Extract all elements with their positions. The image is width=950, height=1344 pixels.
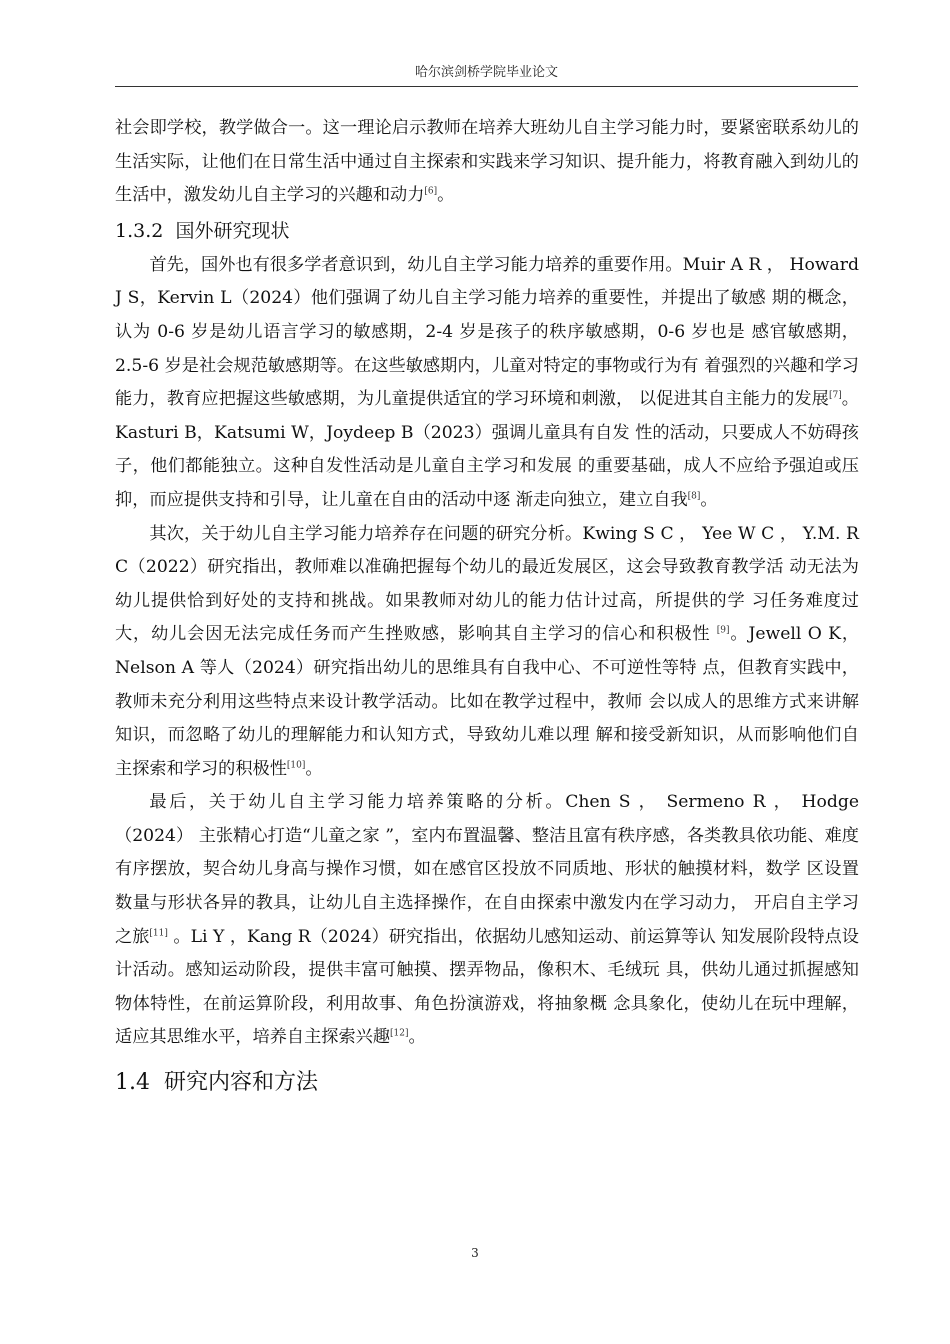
section-number: 1.3.2: [115, 219, 164, 242]
citation-9: [9]: [716, 625, 730, 636]
paragraph-text: 。Jewell O K，Nelson A 等人（2024）研究指出幼儿的思维具有自我中心、不可逆性等特 点，但教育实践中，教师未充分利用这些特点来设计教学活动。比如在教学过程中，教师 会以成人的思维方式来讲解知识，而忽略了幼儿的理解能力和认知方式，导致幼儿难以理 解和接受新知识，从而影响他们自主探索和学习的积极性: [115, 624, 860, 779]
paragraph-tail: 。: [700, 489, 718, 510]
section-heading-1-3-2: [115, 213, 859, 249]
paragraph-text: 其次，关于幼儿自主学习能力培养存在问题的研究分析。Kwing S C ， Yee W C ， Y.M. R C（2022）研究指出，教师难以准确把握每个幼儿的最近发展区，这会导致教育教学活 动无法为幼儿提供恰到好处的支持和挑战。如果教师对幼儿的能力估计过高，所提供的学 习任务难度过大，幼儿会因无法完成任务而产生挫败感，影响其自主学习的信心和积极性: [115, 523, 859, 645]
paragraph-text: 社会即学校，教学做合一。这一理论启示教师在培养大班幼儿自主学习能力时，要紧密联系幼儿的生活实际，让他们在日常生活中通过自主探索和实践来学习知识、提升能力，将教育融入到幼儿的生活中，激发幼儿自主学习的兴趣和动力: [115, 118, 859, 206]
citation-7: [7]: [828, 390, 842, 401]
paragraph-tail: 。: [305, 758, 323, 779]
paragraph-first: [115, 249, 859, 518]
header-title: 哈尔滨剑桥学院毕业论文: [414, 65, 558, 80]
page-number: 3: [471, 1246, 479, 1260]
paragraph-intro-continued: [115, 112, 859, 213]
section-heading-1-4: [115, 1063, 859, 1103]
page-header: [115, 62, 858, 87]
paragraph-text: 首先，国外也有很多学者意识到，幼儿自主学习能力培养的重要作用。Muir A R ， Howard J S，Kervin L（2024）他们强调了幼儿自主学习能力培养的重要性，并提出了敏感 期的概念，认为 0-6 岁是幼儿语言学习的敏感期，2-4 岁是孩子的秩序敏感期，0-6 岁也是 感官敏感期，2.5-6 岁是社会规范敏感期等。在这些敏感期内，儿童对特定的事物或行为有 着强烈的兴趣和学习能力，教育应把握这些敏感期，为儿童提供适宜的学习环境和刺激， 以促进其自主能力的发展: [115, 254, 859, 410]
section-title: 研究内容和方法: [164, 1070, 319, 1096]
document-body: [115, 112, 859, 1103]
paragraph-text: 。Li Y ，Kang R（2024）研究指出，依据幼儿感知运动、前运算等认 知发展阶段特点设计活动。感知运动阶段，提供丰富可触摸、摆弄物品，像积木、毛绒玩 具，供幼儿通过抓握感知物体特性，在前运算阶段，利用故事、角色扮演游戏，将抽象概 念具象化，使幼儿在玩中理解，适应其思维水平，培养自主探索兴趣: [115, 926, 859, 1048]
section-number: 1.4: [115, 1070, 150, 1096]
citation-10: [10]: [286, 759, 306, 770]
citation-11: [11]: [149, 927, 168, 938]
paragraph-text: 。Kasturi B，Katsumi W，Joydeep B（2023）强调儿童具有自发 性的活动，只要成人不妨碍孩子，他们都能独立。这种自发性活动是儿童自主学习和发展 的重要基础，成人不应给予强迫或压抑，而应提供支持和引导，让儿童在自由的活动中逐 渐走向独立，建立自我: [115, 389, 859, 510]
paragraph-third: [115, 786, 859, 1055]
section-title: 国外研究现状: [175, 219, 290, 242]
paragraph-tail: 。: [408, 1027, 426, 1048]
paragraph-second: [115, 518, 859, 787]
citation-12: [12]: [390, 1028, 409, 1039]
paragraph-tail: 。: [437, 185, 455, 206]
paragraph-text: 最后，关于幼儿自主学习能力培养策略的分析。Chen S ， Sermeno R ， Hodge （2024） 主张精心打造“儿童之家 ”，室内布置温馨、整洁且富有秩序感，各类教具依功能、难度 有序摆放，契合幼儿身高与操作习惯，如在感官区投放不同质地、形状的触摸材料，数学 区设置数量与形状各异的教具，让幼儿自主选择操作，在自由探索中激发内在学习动力， 开启自主学习之旅: [115, 792, 859, 947]
citation-8: [8]: [687, 491, 701, 502]
citation-6: [6]: [424, 186, 438, 197]
